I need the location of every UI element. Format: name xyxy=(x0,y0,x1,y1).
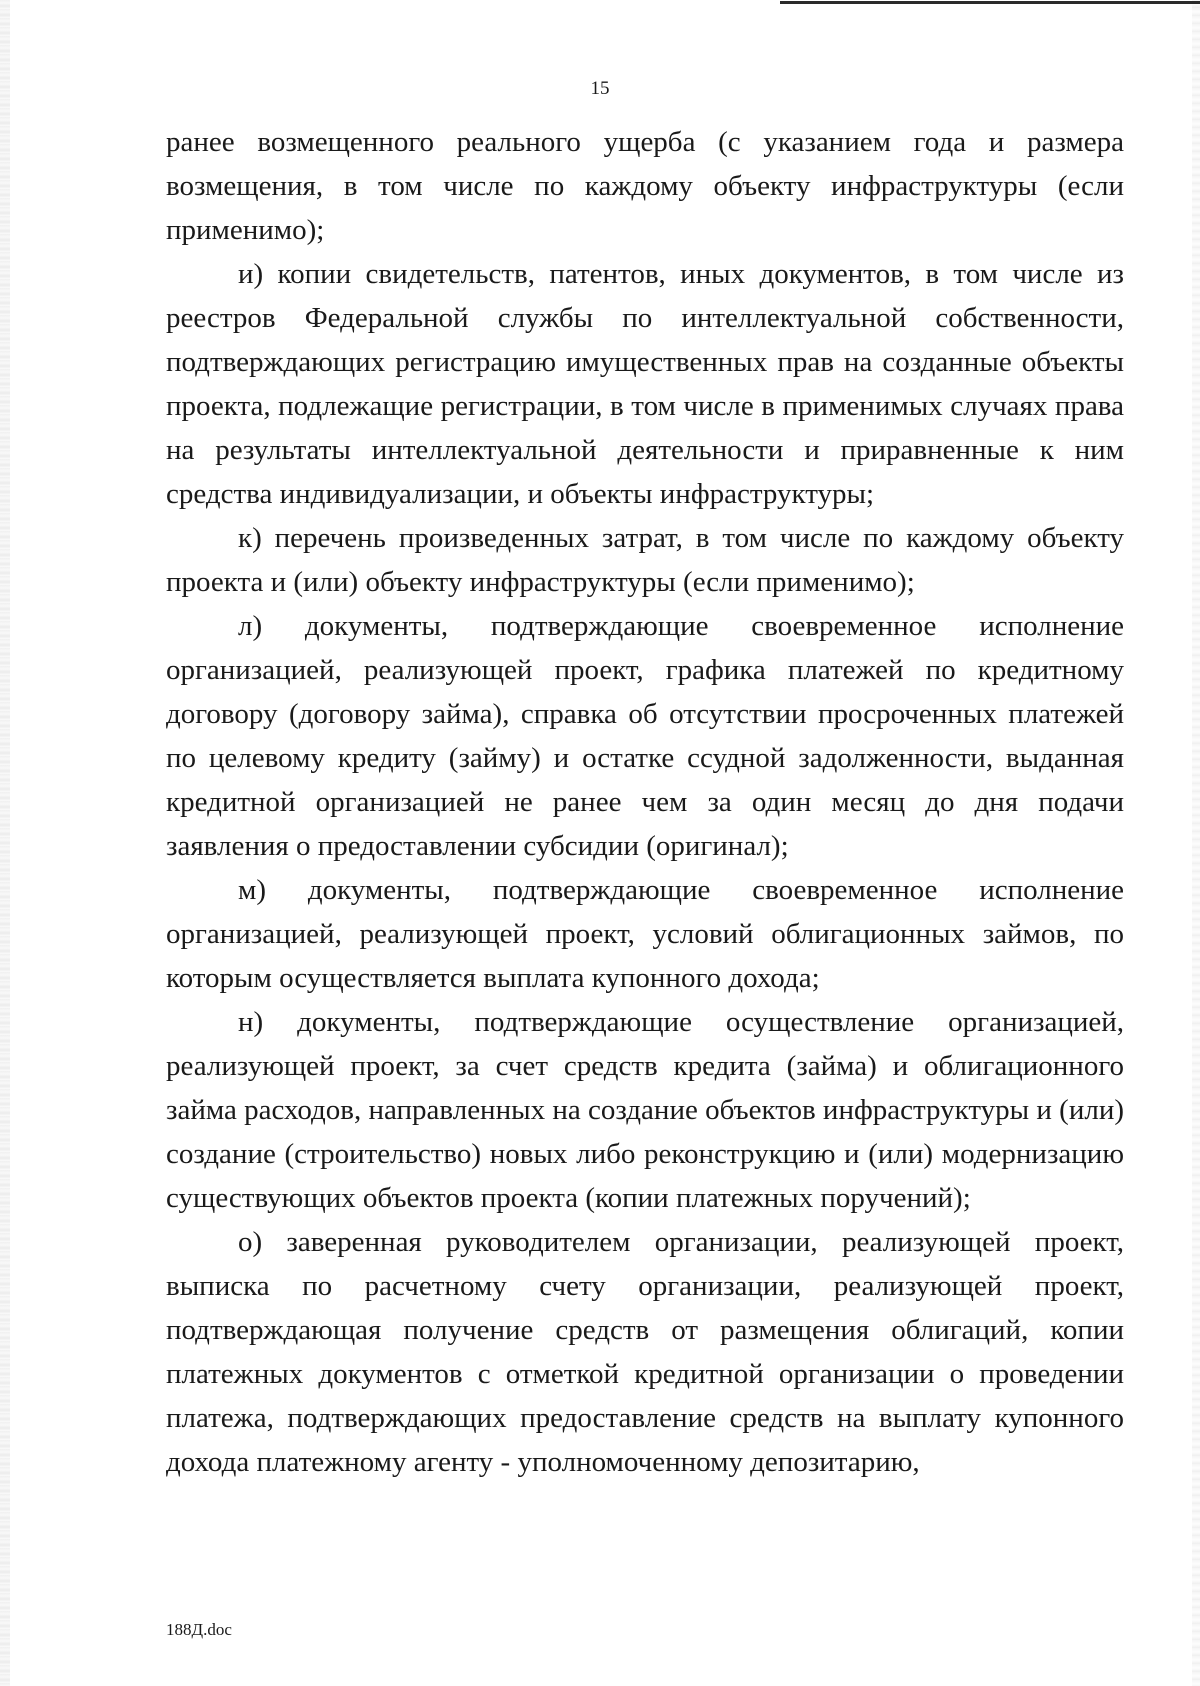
scan-edge-left xyxy=(0,0,10,1686)
scan-top-line xyxy=(780,1,1200,4)
paragraph-item-o: о) заверенная руководителем организации, реализующей проект, выписка по расчетному счету организации, реализующей проект, подтверждающая получение средств от размещения облигаций, копии платежных документов с отметкой кредитной организации о проведении платежа, подтверждающих предоставление средств на выплату купонного дохода платежному агенту - уполномоченному депозитарию, xyxy=(166,1226,1124,1478)
footer-filename: 188Д.doc xyxy=(166,1620,232,1639)
paragraph-item-m: м) документы, подтверждающие своевременное исполнение организацией, реализующей проект, условий облигационных займов, по которым осуществляется выплата купонного дохода; xyxy=(166,874,1124,994)
scan-edge-right xyxy=(1192,0,1200,1686)
document-body xyxy=(166,120,1124,1484)
paragraph-item-l: л) документы, подтверждающие своевременное исполнение организацией, реализующей проект, графика платежей по кредитному договору (договору займа), справка об отсутствии просроченных платежей по целевому кредиту (займу) и остатке ссудной задолженности, выданная кредитной организацией не ранее чем за один месяц до дня подачи заявления о предоставлении субсидии (оригинал); xyxy=(166,610,1124,862)
paragraph-item-n: н) документы, подтверждающие осуществление организацией, реализующей проект, за счет средств кредита (займа) и облигационного займа расходов, направленных на создание объектов инфраструктуры и (или) создание (строительство) новых либо реконструкцию и (или) модернизацию существующих объектов проекта (копии платежных поручений); xyxy=(166,1006,1124,1214)
paragraph-item-k: к) перечень произведенных затрат, в том числе по каждому объекту проекта и (или) объекту инфраструктуры (если применимо); xyxy=(166,522,1124,598)
page-number: 15 xyxy=(590,78,610,99)
paragraph-continuation: ранее возмещенного реального ущерба (с указанием года и размера возмещения, в том числе по каждому объекту инфраструктуры (если применимо); xyxy=(166,126,1124,246)
paragraph-item-i: и) копии свидетельств, патентов, иных документов, в том числе из реестров Федеральной службы по интеллектуальной собственности, подтверждающих регистрацию имущественных прав на созданные объекты проекта, подлежащие регистрации, в том числе в применимых случаях права на результаты интеллектуальной деятельности и приравненные к ним средства индивидуализации, и объекты инфраструктуры; xyxy=(166,258,1124,510)
